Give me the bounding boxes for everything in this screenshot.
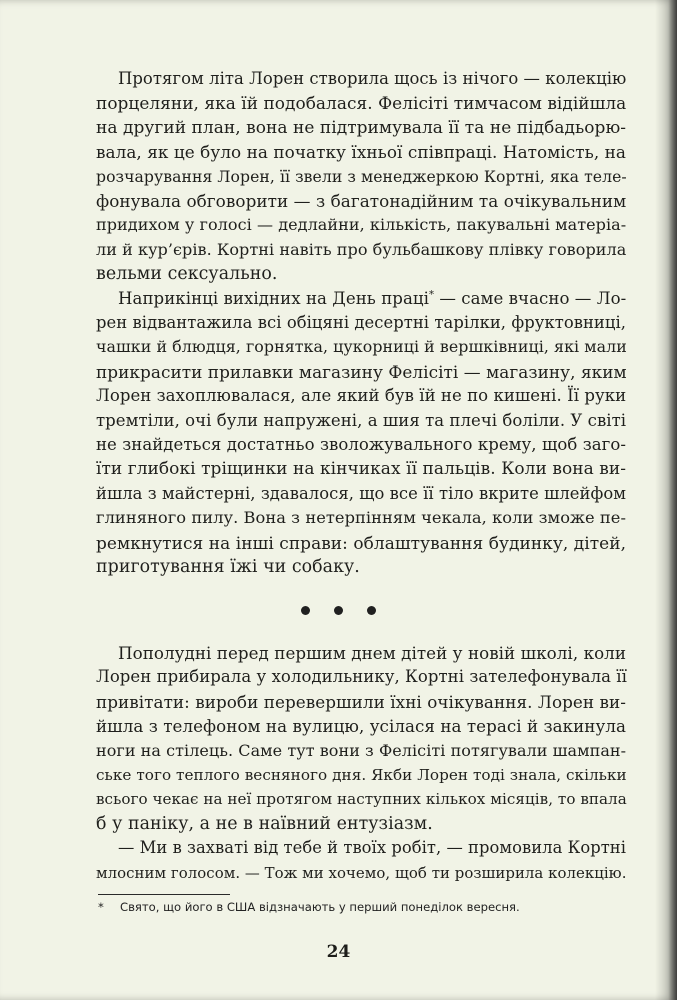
section-separator: [0, 602, 677, 630]
text-line: тремтіли, очі були напружені, а шия та плечі боліли. У світі: [96, 410, 627, 430]
text-line: ське того теплого весняного дня. Якби Лорен тоді знала, скільки: [96, 765, 627, 784]
text-line: Протягом літа Лорен створила щось із нічого — колекцію: [118, 69, 627, 88]
text-line: чашки й блюдця, горнятка, цукорниці й вершківниці, які мали: [96, 337, 627, 357]
text-line: приготування їжі чи собаку.: [96, 556, 360, 577]
text-line: рен відвантажила всі обіцяні десертні тарілки, фруктовниці,: [96, 312, 626, 332]
text-fragment: — саме вчасно — Ло-: [434, 288, 627, 308]
footnote-mark: *: [98, 900, 104, 914]
footnote: [98, 900, 520, 914]
paragraph-2: [96, 287, 626, 580]
text-line: йшла з майстерні, здавалося, що все її тіло вкрите шлейфом: [96, 483, 626, 503]
text-line: ремкнутися на інші справи: облаштування будинку, дітей,: [96, 532, 626, 553]
separator-dot: [334, 606, 343, 615]
text-line: не знайдеться достатньо зволожувального крему, щоб заго-: [96, 434, 626, 454]
text-line: розчарування Лорен, її звели з менеджеркою Кортні, яка теле-: [96, 166, 627, 186]
paragraph-1: [96, 67, 626, 287]
text-line: порцеляни, яка їй подобалася. Фелісіті тимчасом відійшла: [96, 93, 627, 114]
text-line: млосним голосом. — Тож ми хочемо, щоб ти розширила колекцію.: [96, 863, 627, 882]
text-line: всього чекає на неї протягом наступних кількох місяців, то впала: [96, 790, 627, 809]
text-line: привітати: вироби перевершили їхні очікування. Лорен ви-: [96, 691, 626, 712]
text-line: прикрасити прилавки магазину Фелісіті — магазину, яким: [96, 361, 627, 382]
footnote-marker: *: [428, 289, 435, 301]
text-line: глиняного пилу. Вона з нетерпінням чекала, коли зможе пе-: [96, 508, 626, 528]
text-line: вельми сексуально.: [96, 264, 278, 285]
paragraph-4: [96, 836, 626, 885]
text-line: фонувала обговорити — з багатонадійним та очікувальним: [96, 190, 627, 211]
text-line: [96, 287, 626, 311]
text-line: їти глибокі тріщинки на кінчиках її пальців. Коли вона ви-: [96, 459, 626, 480]
text-line: — Ми в захваті від тебе й твоїх робіт, — промовила Кортні: [118, 838, 626, 858]
page-edge-shadow: [655, 0, 677, 1000]
text-line: Пополудні перед першим днем дітей у новій школі, коли: [118, 643, 626, 663]
page-number: 24: [326, 942, 351, 962]
text-line: Лорен захоплювалася, але який був їй не по кишені. Її руки: [96, 386, 627, 406]
text-line: ноги на стілець. Саме тут вони з Фелісіті потягували шампан-: [96, 740, 627, 760]
text-line: б у паніку, а не в наївний ентузіазм.: [96, 813, 433, 834]
footnote-divider: [98, 894, 230, 895]
text-line: придихом у голосі — дедлайни, кількість, пакувальні матеріа-: [96, 215, 627, 235]
text-line: вала, як це було на початку їхньої співпраці. Натомість, на: [96, 142, 626, 163]
separator-dot: [367, 606, 376, 615]
text-line: йшла з телефоном на вулицю, усілася на терасі й закинула: [96, 716, 626, 737]
text-line: ли й кур’єрів. Кортні навіть про бульбашкову плівку говорила: [96, 239, 627, 259]
text-fragment: Наприкінці вихідних на День праці: [118, 288, 429, 308]
text-line: на другий план, вона не підтримувала її та не підбадьорю-: [96, 117, 627, 138]
footnote-text: Свято, що його в США відзначають у перший понеділок вересня.: [120, 900, 520, 914]
text-line: Лорен прибирала у холодильнику, Кортні зателефонувала її: [96, 667, 627, 687]
paragraph-3: [96, 641, 626, 836]
separator-dot: [301, 606, 310, 615]
